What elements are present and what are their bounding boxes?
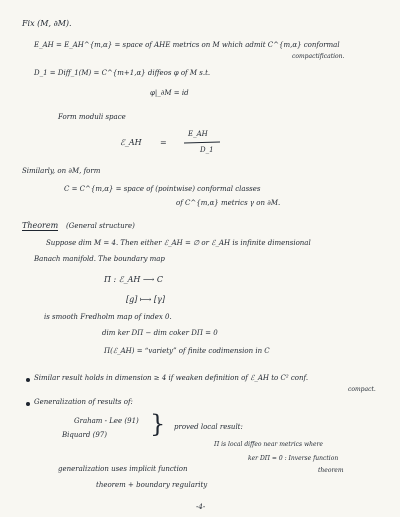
reference-graham-lee: Graham - Lee (91) — [74, 417, 139, 425]
generalization-heading: Generalization of results of: — [34, 398, 133, 406]
moduli-space-intro: Form moduli space — [58, 113, 126, 121]
inverse-function-note-cont: theorem — [318, 467, 344, 474]
inverse-function-note: ker DΠ = 0 : Inverse function — [248, 455, 339, 462]
boundary-map-elements: [g] ⟼ [γ] — [126, 295, 165, 304]
theorem-statement-cont: Banach manifold. The boundary map — [34, 255, 165, 263]
fraction-bar — [184, 141, 224, 145]
reference-biquard: Biquard (97) — [62, 431, 107, 439]
diffeo-boundary-condition: φ|_∂M = id — [150, 89, 189, 97]
bullet — [26, 378, 30, 382]
local-diffeo-statement: Π is local diffeo near metrics where — [214, 441, 323, 448]
boundary-map: Π : ℰ_AH ⟶ C — [104, 275, 164, 284]
higher-dimension-remark-cont: compact. — [348, 386, 376, 393]
implicit-function-note: generalization uses implicit function — [58, 465, 188, 473]
theorem-subtitle: (General structure) — [66, 222, 135, 230]
index-formula: dim ker DΠ − dim coker DΠ = 0 — [102, 329, 218, 337]
moduli-denominator: D_1 — [200, 146, 214, 154]
moduli-numerator: E_AH — [188, 130, 208, 138]
similarly-boundary: Similarly, on ∂M, form — [22, 167, 101, 175]
fredholm-statement: is smooth Fredholm map of index 0. — [44, 313, 172, 321]
diffeo-group-definition: D_1 = Diff_1(M) = C^{m+1,α} diffeos φ of M s.t. — [34, 69, 211, 77]
eah-definition-cont: compactification. — [292, 53, 345, 60]
implicit-function-note-cont: theorem + boundary regularity — [96, 481, 208, 489]
local-result-statement: proved local result: — [174, 423, 243, 431]
moduli-equals: = — [160, 138, 167, 147]
bullet — [26, 402, 30, 406]
image-variety: Π(ℰ_AH) = “variety” of finite codimension in C — [104, 347, 270, 355]
fix-statement: Fix (M, ∂M). — [22, 19, 72, 28]
eah-definition: E_AH = E_AH^{m,α} = space of AHE metrics on M which admit C^{m,α} conformal — [34, 41, 340, 49]
page-number: -4- — [196, 503, 206, 511]
moduli-lhs: ℰ_AH — [120, 138, 142, 147]
conformal-classes-definition: C = C^{m,α} = space of (pointwise) conformal classes — [64, 185, 261, 193]
theorem-statement: Suppose dim M = 4. Then either ℰ_AH = ∅ or ℰ_AH is infinite dimensional — [46, 239, 311, 247]
conformal-classes-cont: of C^{m,α} metrics γ on ∂M. — [176, 199, 281, 207]
curly-brace: } — [150, 410, 166, 438]
theorem-heading: Theorem — [22, 221, 59, 230]
higher-dimension-remark: Similar result holds in dimension ≥ 4 if weaken definition of ℰ_AH to C² conf. — [34, 374, 309, 382]
